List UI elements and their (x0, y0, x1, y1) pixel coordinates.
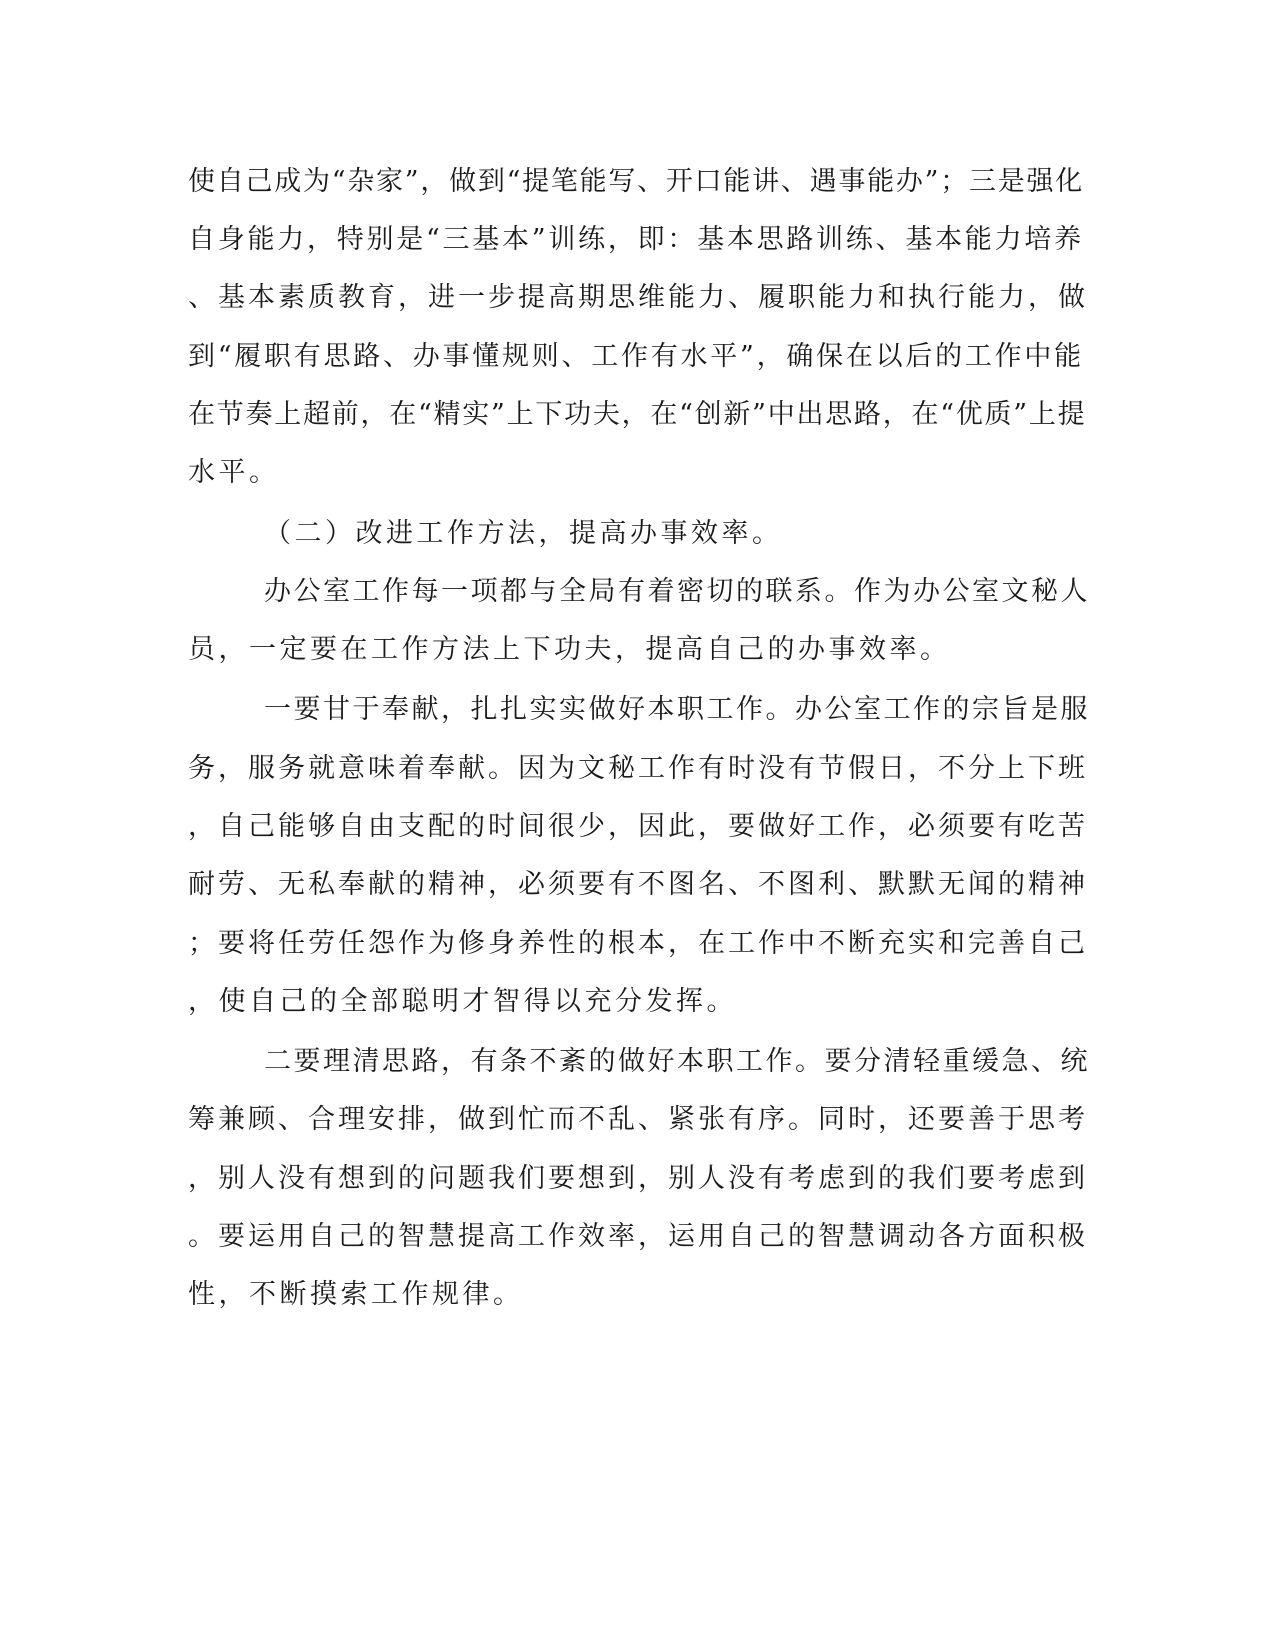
text-line: 性，不断摸索工作规律。 (188, 1279, 524, 1310)
text-line: 自身能力，特别是“三基本”训练，即：基本思路训练、基本能力培养 (188, 224, 1084, 255)
text-line: ，自己能够自由支配的时间很少，因此，要做好工作，必须要有吃苦 (188, 811, 1088, 842)
text-line: ，使自己的全部聪明才智得以充分发挥。 (188, 986, 737, 1017)
text-line: ；要将任劳任怨作为修身养性的根本，在工作中不断充实和完善自己 (188, 928, 1088, 959)
text-line: 水平。 (188, 457, 280, 488)
text-line: 办公室工作每一项都与全局有着密切的联系。作为办公室文秘人 (264, 576, 1090, 607)
text-line: 二要理清思路，有条不紊的做好本职工作。要分清轻重缓急、统 (264, 1046, 1090, 1077)
text-line: 筹兼顾、合理安排，做到忙而不乱、紧张有序。同时，还要善于思考 (188, 1104, 1088, 1135)
text-line: ，别人没有想到的问题我们要想到，别人没有考虑到的我们要考虑到 (188, 1163, 1088, 1194)
text-line: 在节奏上超前，在“精实”上下功夫，在“创新”中出思路，在“优质”上提 (188, 399, 1087, 430)
text-line: 务，服务就意味着奉献。因为文秘工作有时没有节假日，不分上下班 (188, 753, 1088, 784)
text-line: 、基本素质教育，进一步提高期思维能力、履职能力和执行能力，做 (188, 282, 1088, 313)
text-line: 使自己成为“杂家”，做到“提笔能写、开口能讲、遇事能办”；三是强化 (188, 166, 1084, 197)
text-line: 耐劳、无私奉献的精神，必须要有不图名、不图利、默默无闻的精神 (188, 869, 1088, 900)
text-line: 员，一定要在工作方法上下功夫，提高自己的办事效率。 (188, 634, 951, 665)
text-line: 到“履职有思路、办事懂规则、工作有水平”，确保在以后的工作中能 (188, 341, 1084, 372)
text-line: 。要运用自己的智慧提高工作效率，运用自己的智慧调动各方面积极 (188, 1221, 1088, 1252)
text-line: 一要甘于奉献，扎扎实实做好本职工作。办公室工作的宗旨是服 (264, 694, 1090, 725)
section-heading: （二）改进工作方法，提高办事效率。 (264, 518, 783, 549)
